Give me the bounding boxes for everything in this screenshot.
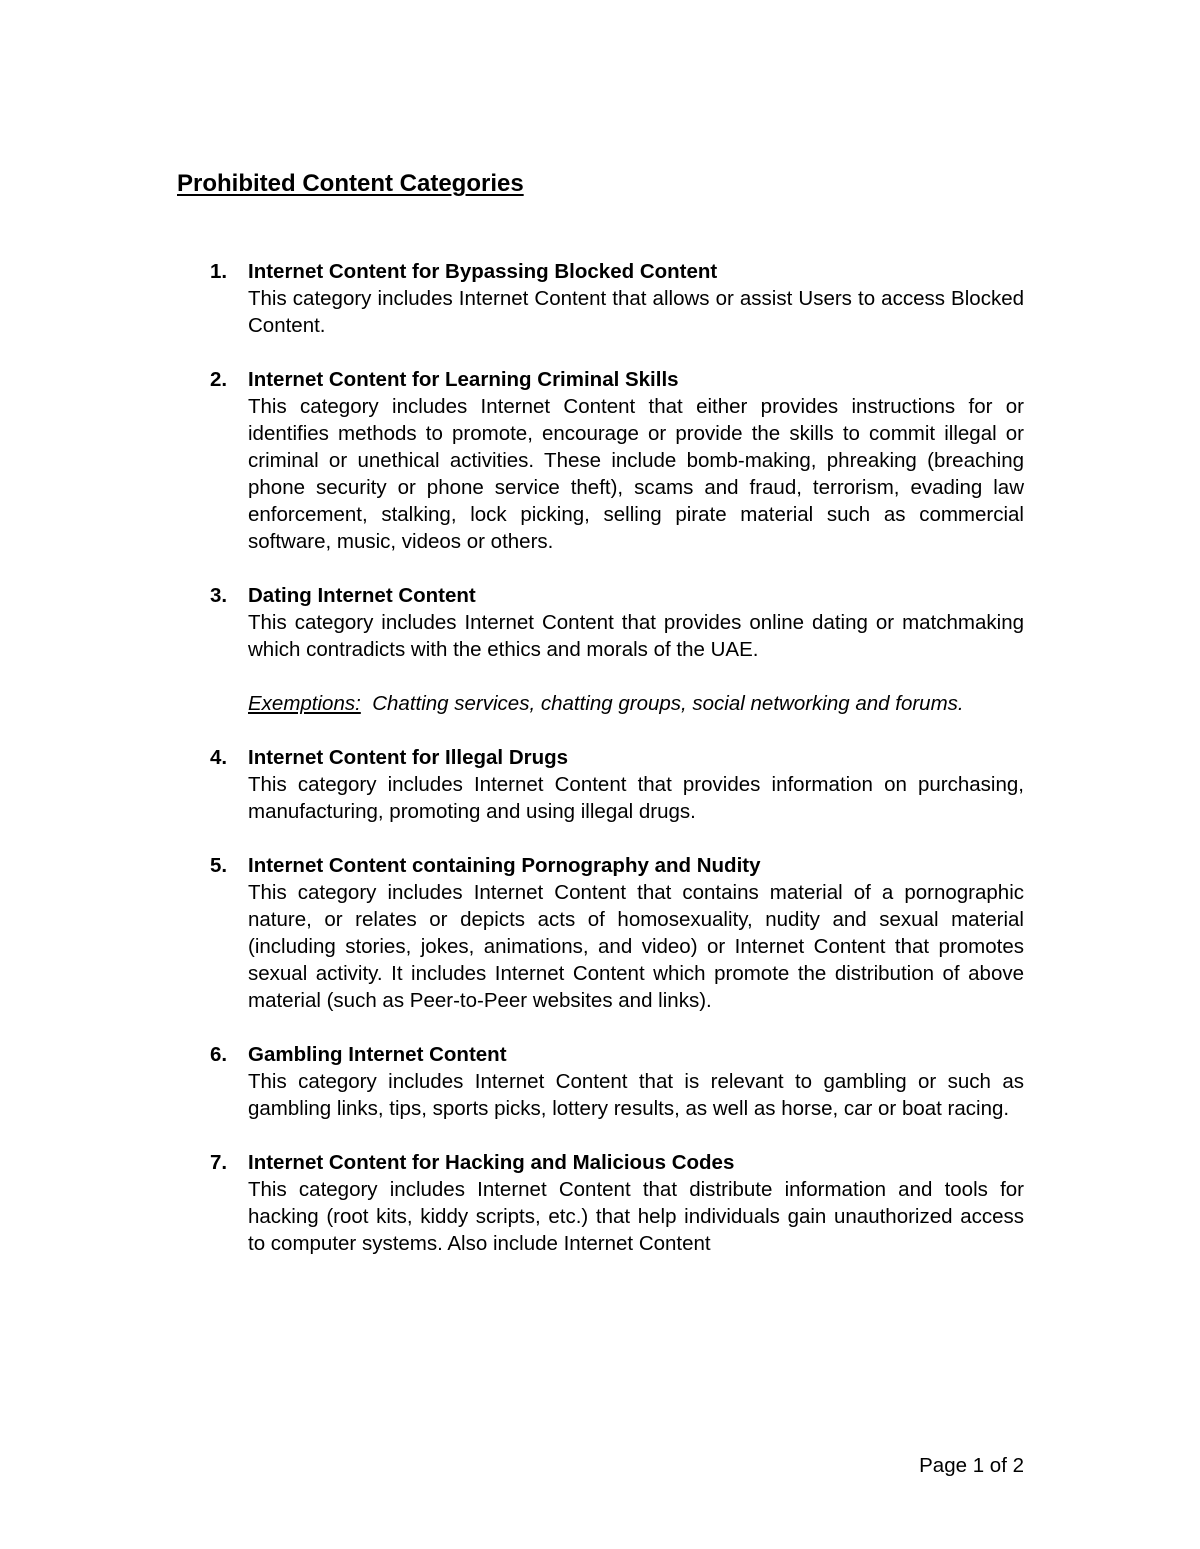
category-number: 7. [210, 1151, 228, 1174]
category-heading: Gambling Internet Content [248, 1043, 507, 1066]
exemption-label: Exemptions: [248, 692, 361, 715]
category-heading: Dating Internet Content [248, 584, 476, 607]
category-item-hacking-malicious-codes [210, 1149, 1024, 1257]
category-heading: Internet Content for Bypassing Blocked Content [248, 260, 718, 283]
category-number: 1. [210, 260, 228, 283]
category-description: This category includes Internet Content that allows or assist Users to access Blocked Content. [248, 287, 1024, 337]
category-heading: Internet Content for Learning Criminal Skills [248, 368, 679, 391]
category-number: 6. [210, 1043, 228, 1066]
category-heading: Internet Content containing Pornography and Nudity [248, 854, 761, 877]
category-heading: Internet Content for Hacking and Malicious Codes [248, 1151, 735, 1174]
category-description: This category includes Internet Content that is relevant to gambling or such as gambling links, tips, sports picks, lottery results, as well as horse, car or boat racing. [248, 1070, 1024, 1120]
category-description: This category includes Internet Content that either provides instructions for or identifies methods to promote, encourage or provide the skills to commit illegal or criminal or unethical activities. These include bomb-making, phreaking (breaching phone security or phone service theft), scams and fraud, terrorism, evading law enforcement, stalking, lock picking, selling pirate material such as commercial software, music, videos or others. [248, 395, 1024, 553]
category-item-bypassing-blocked-content [210, 258, 1024, 339]
category-exemption [248, 690, 1024, 717]
page-title: Prohibited Content Categories [177, 170, 524, 197]
category-description: This category includes Internet Content that distribute information and tools for hacking (root kits, kiddy scripts, etc.) that help individuals gain unauthorized access to computer systems. Also include Internet Content [248, 1178, 1024, 1255]
category-heading: Internet Content for Illegal Drugs [248, 746, 569, 769]
category-item-criminal-skills [210, 366, 1024, 555]
category-item-pornography-nudity [210, 852, 1024, 1014]
category-description: This category includes Internet Content that provides online dating or matchmaking which contradicts with the ethics and morals of the UAE. [248, 611, 1024, 661]
category-list [210, 258, 1024, 1284]
category-number: 2. [210, 368, 228, 391]
category-item-illegal-drugs [210, 744, 1024, 825]
category-number: 5. [210, 854, 228, 877]
category-item-gambling [210, 1041, 1024, 1122]
category-description: This category includes Internet Content that contains material of a pornographic nature, or relates or depicts acts of homosexuality, nudity and sexual material (including stories, jokes, animations, and video) or Internet Content that promotes sexual activity. It includes Internet Content which promote the distribution of above material (such as Peer-to-Peer websites and links). [248, 881, 1024, 1012]
category-number: 4. [210, 746, 228, 769]
category-number: 3. [210, 584, 228, 607]
page-number: Page 1 of 2 [919, 1454, 1024, 1477]
exemption-text: Chatting services, chatting groups, social networking and forums. [372, 692, 964, 715]
category-item-dating [210, 582, 1024, 717]
category-description: This category includes Internet Content that provides information on purchasing, manufacturing, promoting and using illegal drugs. [248, 773, 1024, 823]
